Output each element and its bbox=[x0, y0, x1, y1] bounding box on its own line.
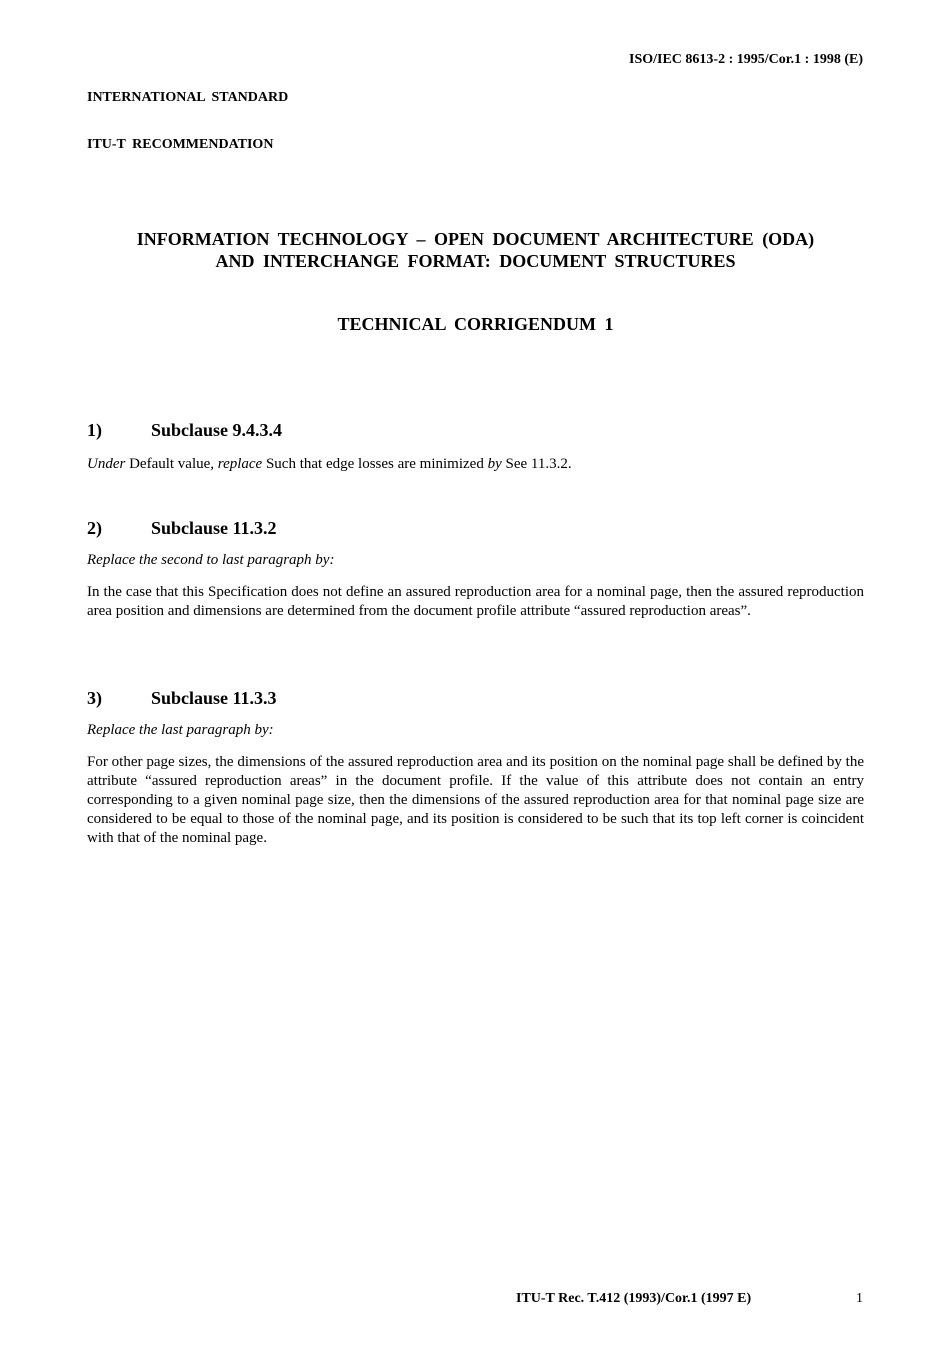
document-title bbox=[87, 228, 864, 272]
section-instruction: Replace the last paragraph by: bbox=[87, 722, 274, 738]
section-title: Subclause 9.4.3.4 bbox=[151, 420, 283, 440]
section-paragraph: In the case that this Specification does not define an assured reproduction area for a nominal page, then the assured reproduction area position and dimensions are determined from the document profile attribute “assured reproduction areas”. bbox=[87, 584, 864, 619]
section-1-instruction bbox=[87, 456, 864, 473]
section-heading bbox=[87, 518, 864, 540]
section-3 bbox=[87, 688, 864, 848]
by-keyword: by bbox=[487, 456, 502, 472]
section-title: Subclause 11.3.2 bbox=[151, 518, 277, 538]
section-number: 2) bbox=[87, 518, 102, 538]
new-text: See 11.3.2. bbox=[501, 456, 572, 472]
section-number: 3) bbox=[87, 688, 102, 708]
replace-keyword: , replace bbox=[210, 456, 263, 472]
old-text: Such that edge losses are minimized bbox=[262, 456, 488, 472]
footer-recommendation: ITU-T Rec. T.412 (1993)/Cor.1 (1997 E) bbox=[516, 1291, 752, 1306]
section-instruction: Replace the second to last paragraph by: bbox=[87, 552, 335, 568]
section-2 bbox=[87, 518, 864, 621]
section-heading bbox=[87, 420, 864, 442]
under-keyword: Under bbox=[87, 456, 126, 472]
section-1 bbox=[87, 420, 864, 473]
field-name: Default value bbox=[125, 456, 211, 472]
section-heading bbox=[87, 688, 864, 710]
document-id-header: ISO/IEC 8613-2 : 1995/Cor.1 : 1998 (E) bbox=[629, 52, 863, 67]
title-line-2: AND INTERCHANGE FORMAT: DOCUMENT STRUCTURES bbox=[215, 251, 736, 271]
page-number: 1 bbox=[856, 1291, 863, 1306]
section-number: 1) bbox=[87, 420, 102, 440]
section-title: Subclause 11.3.3 bbox=[151, 688, 277, 708]
international-standard-label: INTERNATIONAL STANDARD bbox=[87, 90, 289, 105]
document-subtitle: TECHNICAL CORRIGENDUM 1 bbox=[337, 314, 614, 334]
title-line-1: INFORMATION TECHNOLOGY – OPEN DOCUMENT ARCHITECTURE (ODA) bbox=[136, 229, 815, 249]
section-paragraph: For other page sizes, the dimensions of the assured reproduction area and its position on the nominal page shall be defined by the attribute “assured reproduction areas” in the document profile. If the value of this attribute does not contain an entry corresponding to a given nominal page size, then the dimensions of the assured reproduction area for that nominal page size are considered to be equal to those of the nominal page, and its position is considered to be such that its top left corner is coincident with that of the nominal page. bbox=[87, 754, 864, 846]
itu-recommendation-label: ITU-T RECOMMENDATION bbox=[87, 137, 274, 152]
